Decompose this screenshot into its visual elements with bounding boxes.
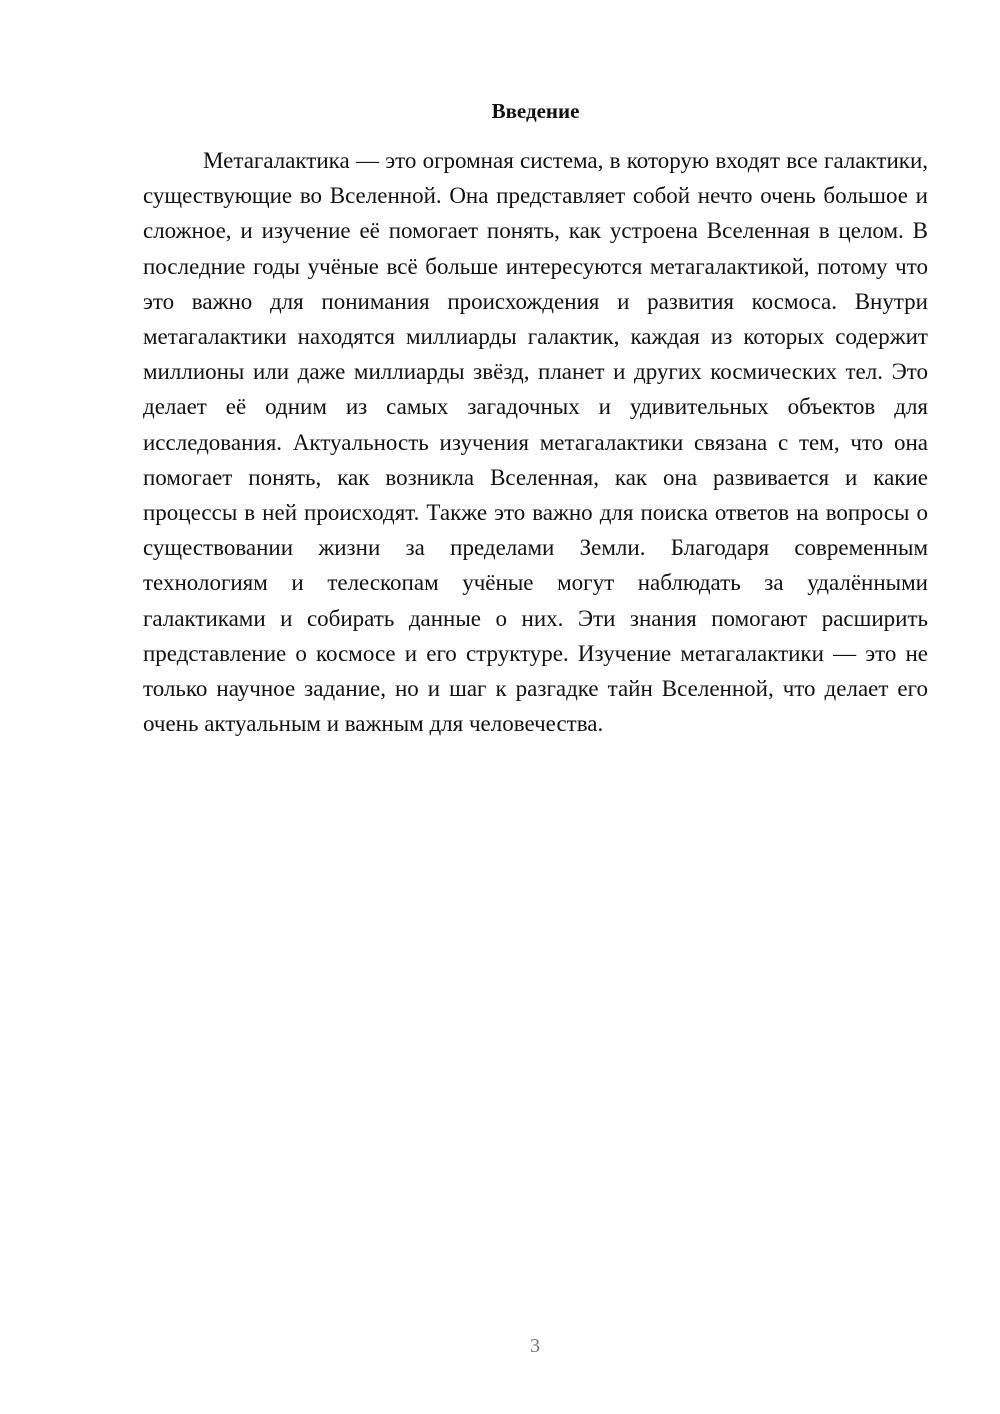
intro-paragraph: Метагалактика — это огромная система, в которую входят все галактики, существующие во Вселенной. Она представляет собой нечто очень большое и сложное, и изучение её помогает понять, как устроена Вселенная в целом. В последние годы учёные всё больше интересуются метагалактикой, потому что это важно для понимания происхождения и развития космоса. Внутри метагалактики находятся миллиарды галактик, каждая из которых содержит миллионы или даже миллиарды звёзд, планет и других космических тел. Это делает её одним из самых загадочных и удивительных объектов для исследования. Актуальность изучения метагалактики связана с тем, что она помогает понять, как возникла Вселенная, как она развивается и какие процессы в ней происходят. Также это важно для поиска ответов на вопросы о существовании жизни за пределами Земли. Благодаря современным технологиям и телескопам учёные могут наблюдать за удалёнными галактиками и собирать данные о них. Эти знания помогают расширить представление о космосе и его структуре. Изучение метагалактики — это не только научное задание, но и шаг к разгадке тайн Вселенной, что делает его очень актуальным и важным для человечества. xyxy=(143,148,928,737)
page-number: 3 xyxy=(530,1335,540,1357)
section-heading: Введение xyxy=(491,99,580,123)
